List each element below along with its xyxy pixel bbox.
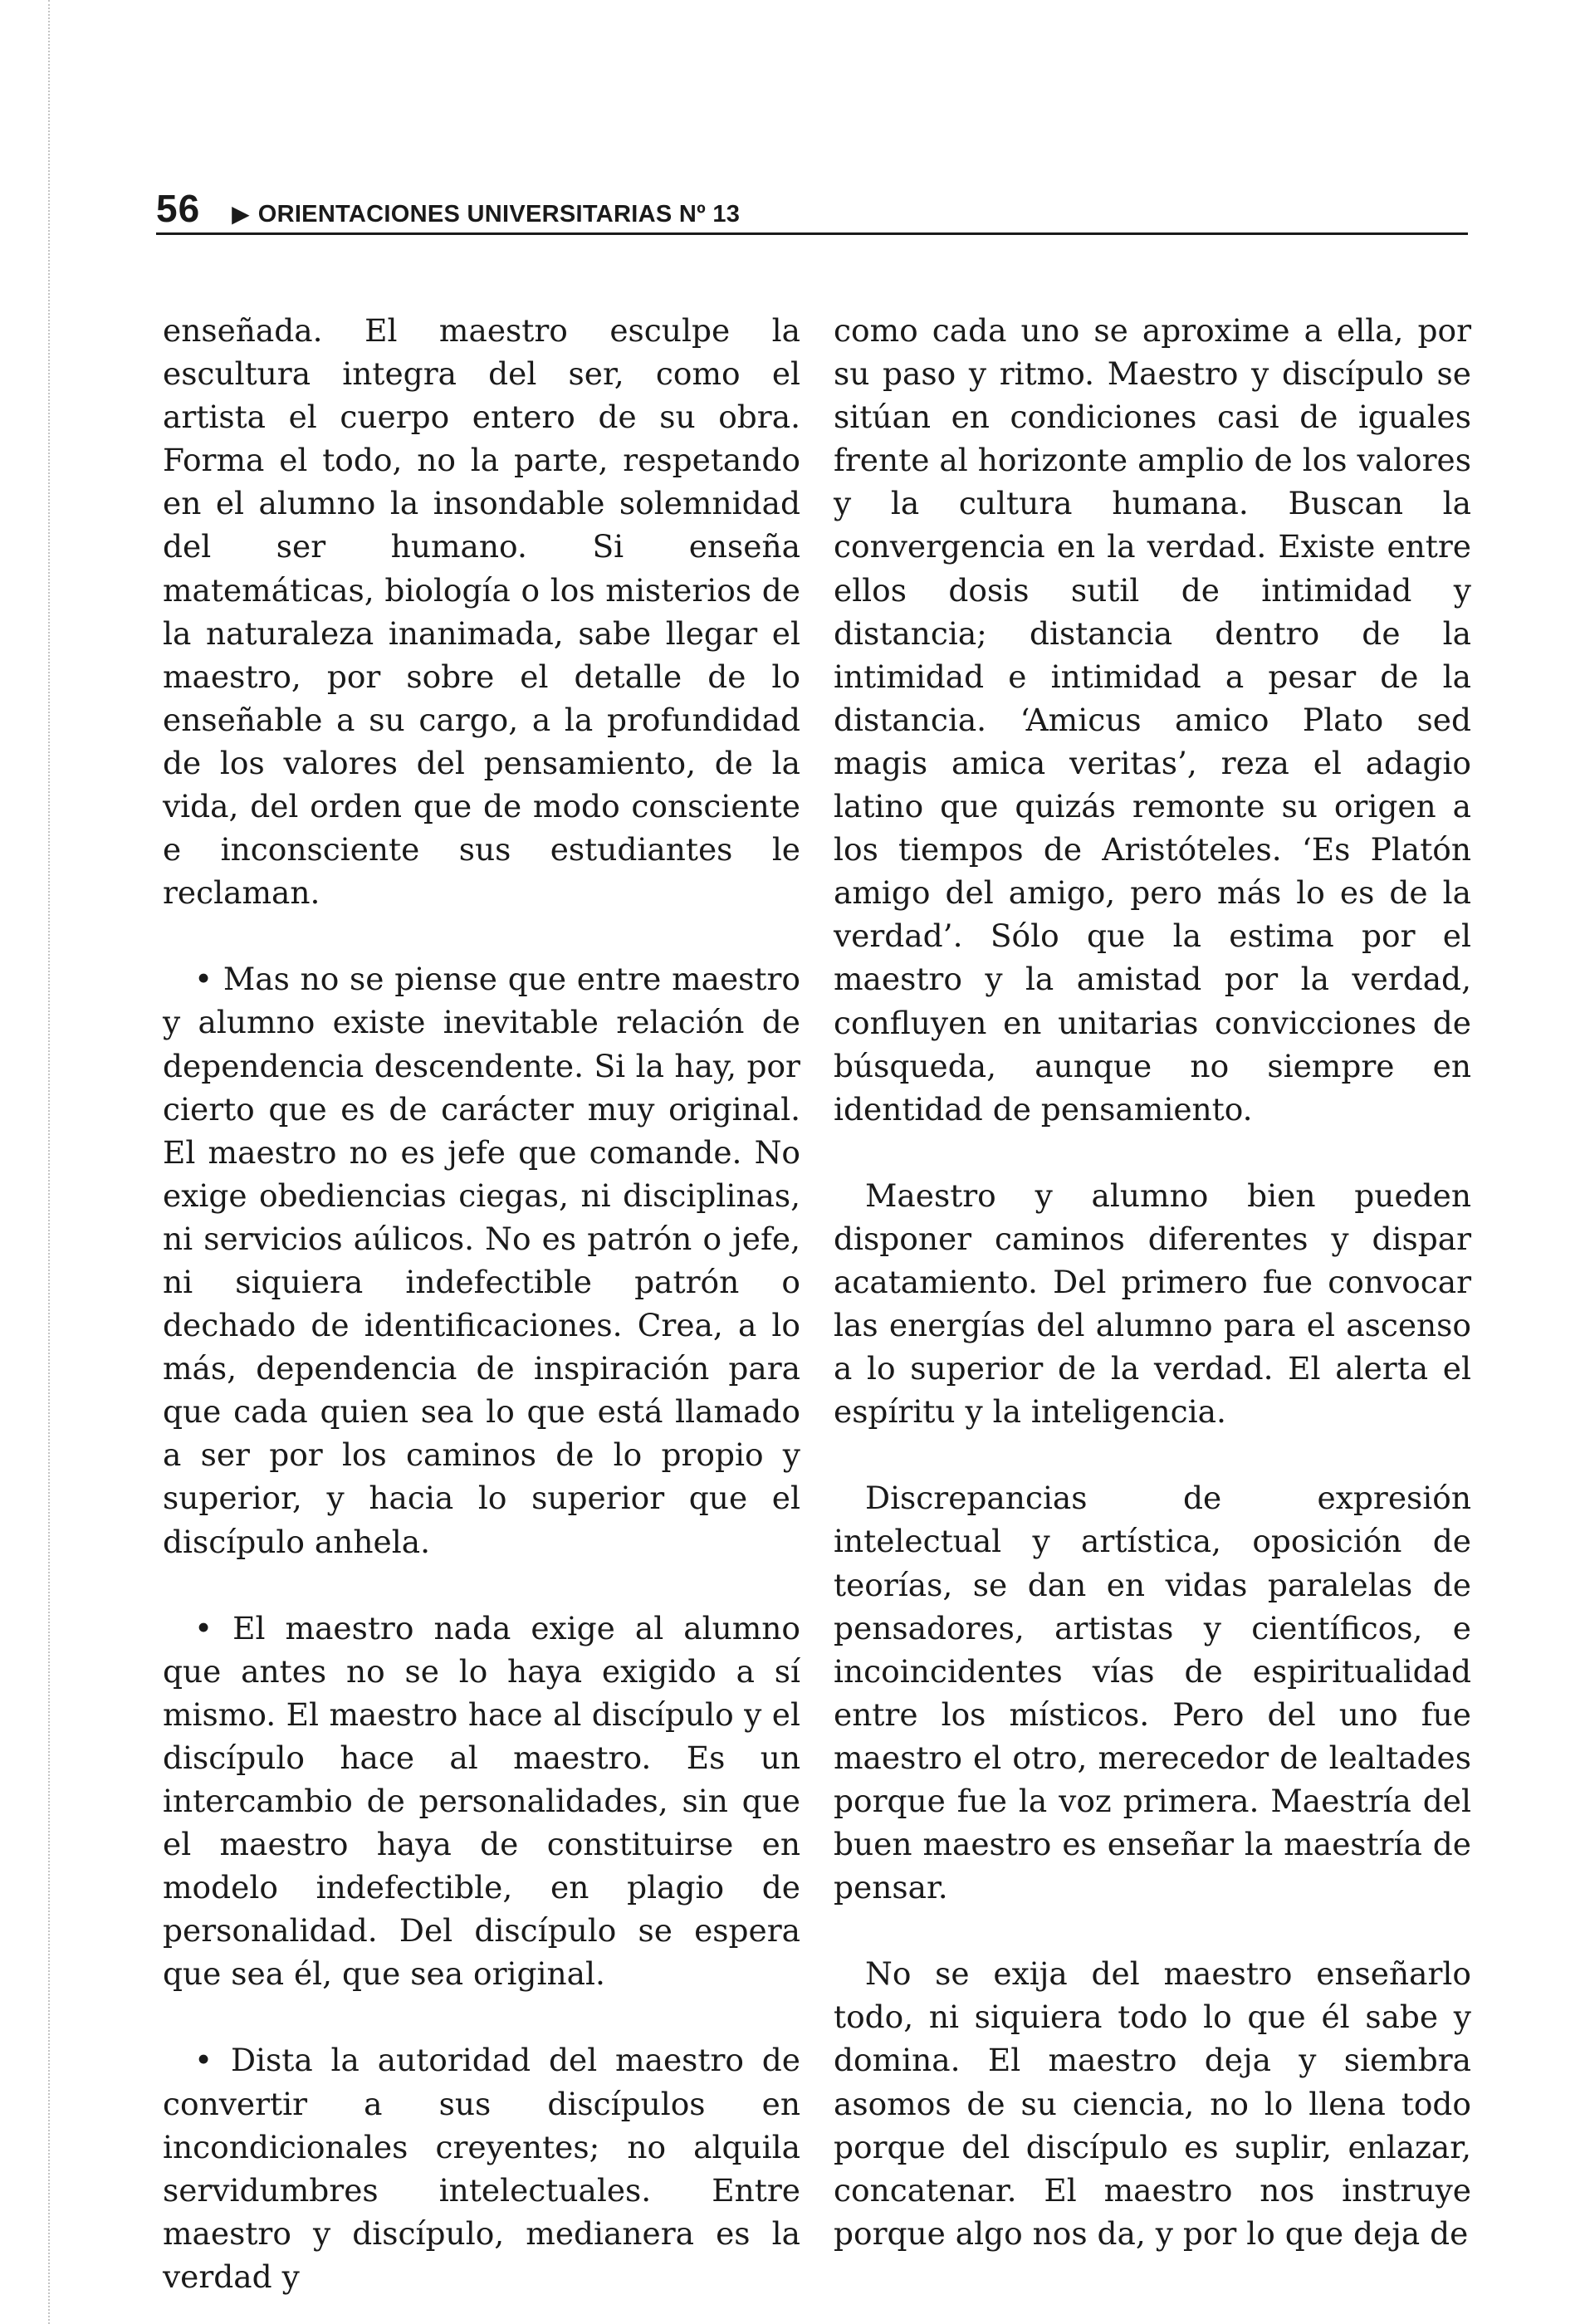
bullet-paragraph <box>163 957 800 1563</box>
bullet-paragraph <box>163 2038 800 2298</box>
bullet-icon: • <box>194 961 213 998</box>
paragraph-continuation: como cada uno se aproxime a ella, por su paso y ritmo. Maestro y discípulo se sitúan en condiciones casi de iguales frente al horizonte amplio de los valores y la cultura humana. Buscan la convergencia en la verdad. Existe entre ellos dosis sutil de intimidad y distancia; distancia dentro de la intimidad e intimidad a pesar de la distancia. ‘Amicus amico Plato sed magis amica veritas’, reza el adagio latino que quizás remonte su origen a los tiempos de Aristóteles. ‘Es Platón amigo del amigo, pero más lo es de la verdad’. Sólo que la estima por el maestro y la amistad por la verdad, confluyen en unitarias convicciones de búsqueda, aunque no siempre en identidad de pensamiento. <box>834 312 1471 1128</box>
paragraph: Maestro y alumno bien pueden disponer caminos diferentes y dispar acatamiento. Del primero fue convocar las energías del alumno para el ascenso a lo superior de la verdad. El alerta el espíritu y la inteligencia. <box>834 1177 1471 1431</box>
triangle-right-icon: ▶ <box>232 201 250 227</box>
page-number: 56 <box>156 187 201 230</box>
paragraph-continuation: enseñada. El maestro esculpe la escultura integra del ser, como el artista el cuerpo entero de su obra. Forma el todo, no la parte, respetando en el alumno la insondable solemnidad del ser humano. Si enseña matemáticas, biología o los misterios de la naturaleza inanimada, sabe llegar el maestro, por sobre el detalle de lo enseñable a su cargo, a la profundidad de los valores del pensamiento, de la vida, del orden que de modo consciente e inconsciente sus estudiantes le reclaman. <box>163 312 800 912</box>
paragraph: Discrepancias de expresión intelectual y artística, oposición de teorías, se dan en vidas paralelas de pensadores, artistas y científicos, e incoincidentes vías de espiritualidad entre los místicos. Pero del uno fue maestro el otro, merecedor de lealtades porque fue la voz primera. Maestría del buen maestro es enseñar la maestría de pensar. <box>834 1480 1471 1906</box>
running-header <box>156 186 1468 236</box>
bullet-icon: • <box>194 2042 213 2079</box>
right-column <box>834 309 1471 2255</box>
paragraph-text: Mas no se piense que entre maestro y alumno existe inevitable relación de dependencia descendente. Si la hay, por cierto que es de carácter muy original. El maestro no es jefe que comande. No exige obediencias ciegas, ni disciplinas, ni servicios aúlicos. No es patrón o jefe, ni siquiera indefectible patrón o dechado de identificaciones. Crea, a lo más, dependencia de inspiración para que cada quien sea lo que está llamado a ser por los caminos de lo propio y superior, y hacia lo superior que el discípulo anhela. <box>163 961 800 1560</box>
journal-title: ORIENTACIONES UNIVERSITARIAS Nº 13 <box>257 201 741 228</box>
header-rule <box>156 232 1468 235</box>
paragraph: No se exija del maestro enseñarlo todo, ni siquiera todo lo que él sabe y domina. El maestro deja y siembra asomos de su ciencia, no lo llena todo porque del discípulo es suplir, enlazar, concatenar. El maestro nos instruye porque algo nos da, y por lo que deja de <box>834 1955 1471 2252</box>
scan-margin-dots <box>48 0 50 2324</box>
paragraph-text: Dista la autoridad del maestro de convertir a sus discípulos en incondicionales creyentes; no alquila servidumbres intelectuales. Entre maestro y discípulo, medianera es la verdad y <box>163 2042 800 2295</box>
paragraph-text: El maestro nada exige al alumno que antes no se lo haya exigido a sí mismo. El maestro hace al discípulo y el discípulo hace al maestro. Es un intercambio de personalidades, sin que el maestro haya de constituirse en modelo indefectible, en plagio de personalidad. Del discípulo se espera que sea él, que sea original. <box>163 1609 801 1993</box>
bullet-paragraph <box>163 1607 800 1996</box>
left-column <box>163 309 800 2298</box>
bullet-icon: • <box>194 1609 213 1646</box>
